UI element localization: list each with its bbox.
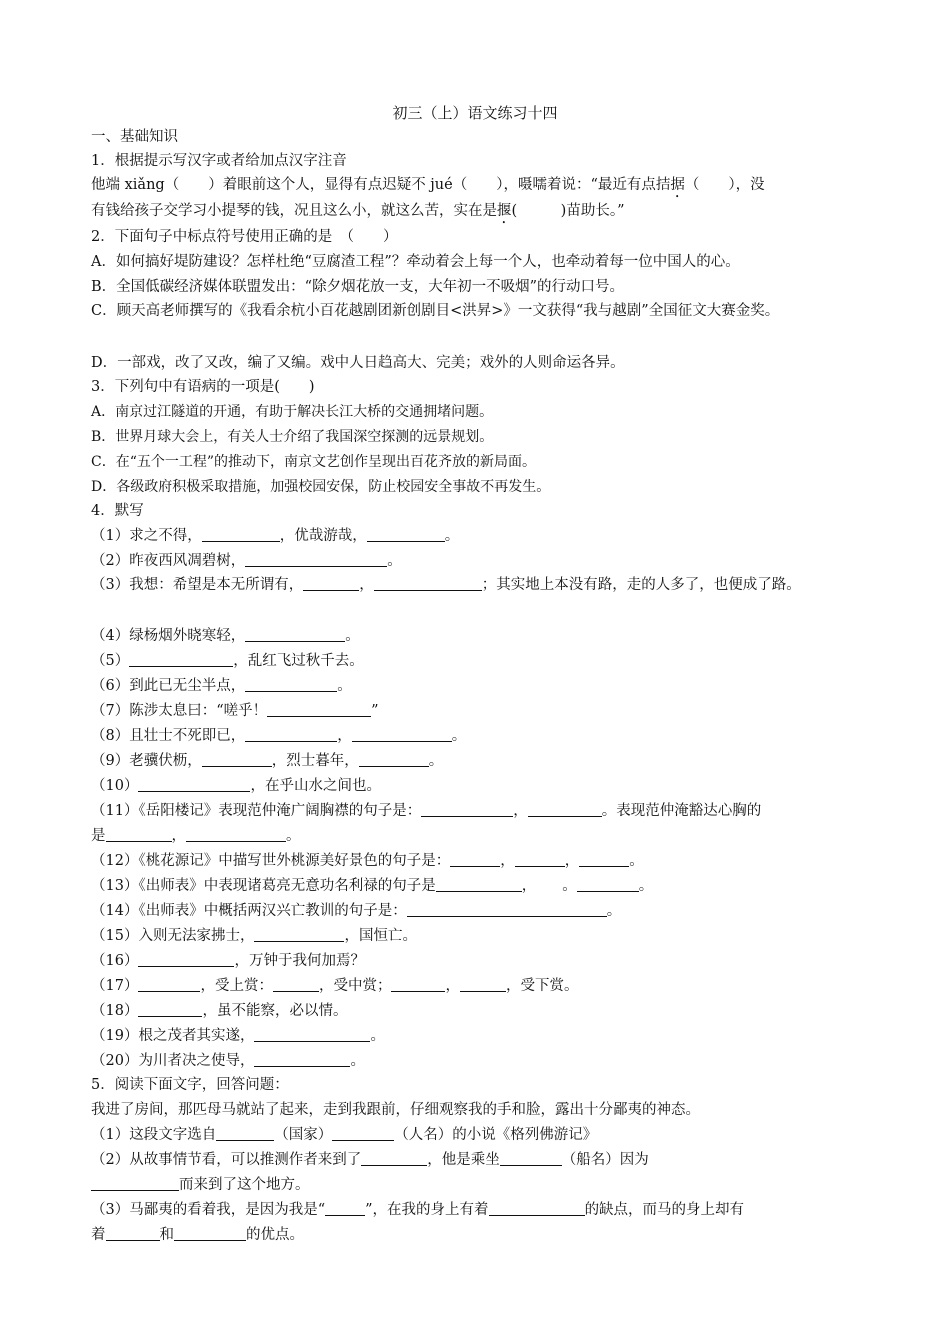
- blank[interactable]: [106, 1226, 160, 1241]
- blank[interactable]: [460, 977, 506, 992]
- blank[interactable]: [245, 677, 337, 692]
- section-heading: 一、基础知识: [91, 129, 178, 145]
- reading-question-2: （2）从故事情节看，可以推测作者来到了 ，他是乘坐 （船名）因为: [91, 1152, 649, 1168]
- blank[interactable]: [254, 1027, 370, 1042]
- question-2-option-b: B．全国低碳经济媒体联盟发出：“除夕烟花放一支，大年初一不吸烟”的行动口号。: [91, 279, 624, 295]
- blank[interactable]: [500, 1151, 562, 1166]
- dictation-item-11: （11）《岳阳楼记》表现范仲淹广阔胸襟的句子是： ， 。表现范仲淹豁达心胸的: [91, 803, 762, 819]
- blank[interactable]: [407, 902, 607, 917]
- question-3-option-c: C．在“五个一工程”的推动下，南京文艺创作呈现出百花齐放的新局面。: [91, 454, 537, 470]
- dictation-item-12: （12）《桃花源记》中描写世外桃源美好景色的句子是： ， ， 。: [91, 853, 644, 869]
- question-3-option-b: B．世界月球大会上，有关人士介绍了我国深空探测的远景规划。: [91, 429, 494, 445]
- blank[interactable]: [138, 1002, 202, 1017]
- blank[interactable]: [367, 527, 445, 542]
- blank[interactable]: [359, 752, 429, 767]
- blank[interactable]: [352, 727, 452, 742]
- blank[interactable]: [186, 827, 286, 842]
- blank[interactable]: [361, 1151, 427, 1166]
- dictation-item-6: （6）到此已无尘半点， 。: [91, 678, 352, 694]
- dictation-item-17: （17） ，受上赏： ，受中赏； ， ，受下赏。: [91, 978, 579, 994]
- dictation-item-3: （3）我想：希望是本无所谓有， ， ；其实地上本没有路，走的人多了，也便成了路。: [91, 577, 801, 593]
- blank[interactable]: [528, 802, 602, 817]
- blank[interactable]: [267, 702, 371, 717]
- blank[interactable]: [129, 652, 233, 667]
- dictation-item-20: （20）为川者决之使导， 。: [91, 1053, 365, 1069]
- question-2-option-d: D．一部戏，改了又改，编了又编。戏中人日趋高大、完美；戏外的人则命运各异。: [91, 355, 625, 371]
- blank[interactable]: [450, 852, 500, 867]
- dictation-item-15: （15）入则无法家拂士， ，国恒亡。: [91, 928, 417, 944]
- blank[interactable]: [374, 576, 482, 591]
- blank[interactable]: [303, 576, 359, 591]
- blank[interactable]: [202, 527, 280, 542]
- blank[interactable]: [91, 1176, 179, 1191]
- blank[interactable]: [138, 952, 234, 967]
- reading-question-3-cont: 着 和 的优点。: [91, 1227, 304, 1243]
- dictation-item-16: （16） ，万钟于我何加焉？: [91, 953, 365, 969]
- dictation-item-19: （19）根之茂者其实遂， 。: [91, 1028, 385, 1044]
- blank[interactable]: [421, 802, 513, 817]
- question-1-heading: 1．根据提示写汉字或者给加点汉字注音: [91, 153, 347, 169]
- question-4-heading: 4．默写: [91, 503, 144, 519]
- blank[interactable]: [245, 627, 345, 642]
- blank[interactable]: [515, 852, 565, 867]
- dictation-item-14: （14）《出师表》中概括两汉兴亡教训的句子是： 。: [91, 903, 622, 919]
- blank[interactable]: [489, 1201, 585, 1216]
- dictation-item-10: （10） ，在乎山水之间也。: [91, 778, 381, 794]
- blank[interactable]: [254, 927, 344, 942]
- blank[interactable]: [579, 852, 629, 867]
- question-1-line-2: 有钱给孩子交学习小提琴的钱，况且这么小，就这么苦，实在是揠( )苗助长。”: [91, 203, 625, 219]
- reading-passage: 我进了房间，那匹母马就站了起来，走到我跟前，仔细观察我的手和脸，露出十分鄙夷的神态。: [91, 1102, 700, 1118]
- dictation-item-9: （9）老骥伏枥， ，烈士暮年， 。: [91, 753, 444, 769]
- question-3-option-a: A．南京过江隧道的开通，有助于解决长江大桥的交通拥堵问题。: [91, 404, 494, 420]
- blank[interactable]: [106, 827, 172, 842]
- blank[interactable]: [436, 877, 522, 892]
- dictation-item-13: （13）《出师表》中表现诸葛亮无意功名利禄的句子是 ， 。 。: [91, 878, 654, 894]
- blank[interactable]: [332, 1126, 394, 1141]
- blank[interactable]: [245, 727, 337, 742]
- question-2-option-a: A．如何搞好堤防建设？怎样杜绝“豆腐渣工程”？牵动着会上每一个人，也牵动着每一位中国人的心。: [91, 254, 740, 270]
- reading-question-1: （1）这段文字选自 （国家） （人名）的小说《格列佛游记》: [91, 1127, 598, 1143]
- question-2-option-c: C．顾天高老师撰写的《我看余杭小百花越剧团新创剧目<洪昇>》一文获得“我与越剧”全国征文大赛金奖。: [91, 303, 780, 319]
- dictation-item-1: （1）求之不得， ，优哉游哉， 。: [91, 528, 460, 544]
- blank[interactable]: [138, 777, 250, 792]
- blank[interactable]: [245, 552, 387, 567]
- dictation-item-4: （4）绿杨烟外晓寒轻， 。: [91, 628, 360, 644]
- reading-question-3: （3）马鄙夷的看着我，是因为我是“ ”，在我的身上有着 的缺点，而马的身上却有: [91, 1202, 745, 1218]
- dictation-item-11-cont: 是 ， 。: [91, 828, 301, 844]
- blank[interactable]: [273, 977, 319, 992]
- question-5-heading: 5．阅读下面文字，回答问题：: [91, 1077, 289, 1093]
- dictation-item-5: （5） ，乱红飞过秋千去。: [91, 653, 364, 669]
- page-title: 初三（上）语文练习十四: [392, 104, 558, 122]
- dictation-item-18: （18） ，虽不能察，必以情。: [91, 1003, 348, 1019]
- blank[interactable]: [577, 877, 639, 892]
- blank[interactable]: [174, 1226, 246, 1241]
- blank[interactable]: [202, 752, 272, 767]
- dictation-item-8: （8）且壮士不死即已， ， 。: [91, 728, 467, 744]
- blank[interactable]: [325, 1201, 365, 1216]
- blank[interactable]: [138, 977, 200, 992]
- question-3-heading: 3．下列句中有语病的一项是( ): [91, 379, 315, 395]
- blank[interactable]: [254, 1052, 350, 1067]
- blank[interactable]: [391, 977, 445, 992]
- dictation-item-2: （2）昨夜西风凋碧树， 。: [91, 553, 402, 569]
- question-3-option-d: D．各级政府积极采取措施，加强校园安保，防止校园安全事故不再发生。: [91, 479, 551, 495]
- question-2-heading: 2．下面句子中标点符号使用正确的是 （ ）: [91, 229, 398, 245]
- blank[interactable]: [216, 1126, 274, 1141]
- question-1-line-1: 他端 xiǎng（ ）着眼前这个人，显得有点迟疑不 jué（ ），嗫嚅着说：“最近有点拮据（ ），没: [91, 177, 765, 193]
- dictation-item-7: （7）陈涉太息曰：“嗟乎！ ”: [91, 703, 379, 719]
- reading-question-2-cont: 而来到了这个地方。: [91, 1174, 871, 1196]
